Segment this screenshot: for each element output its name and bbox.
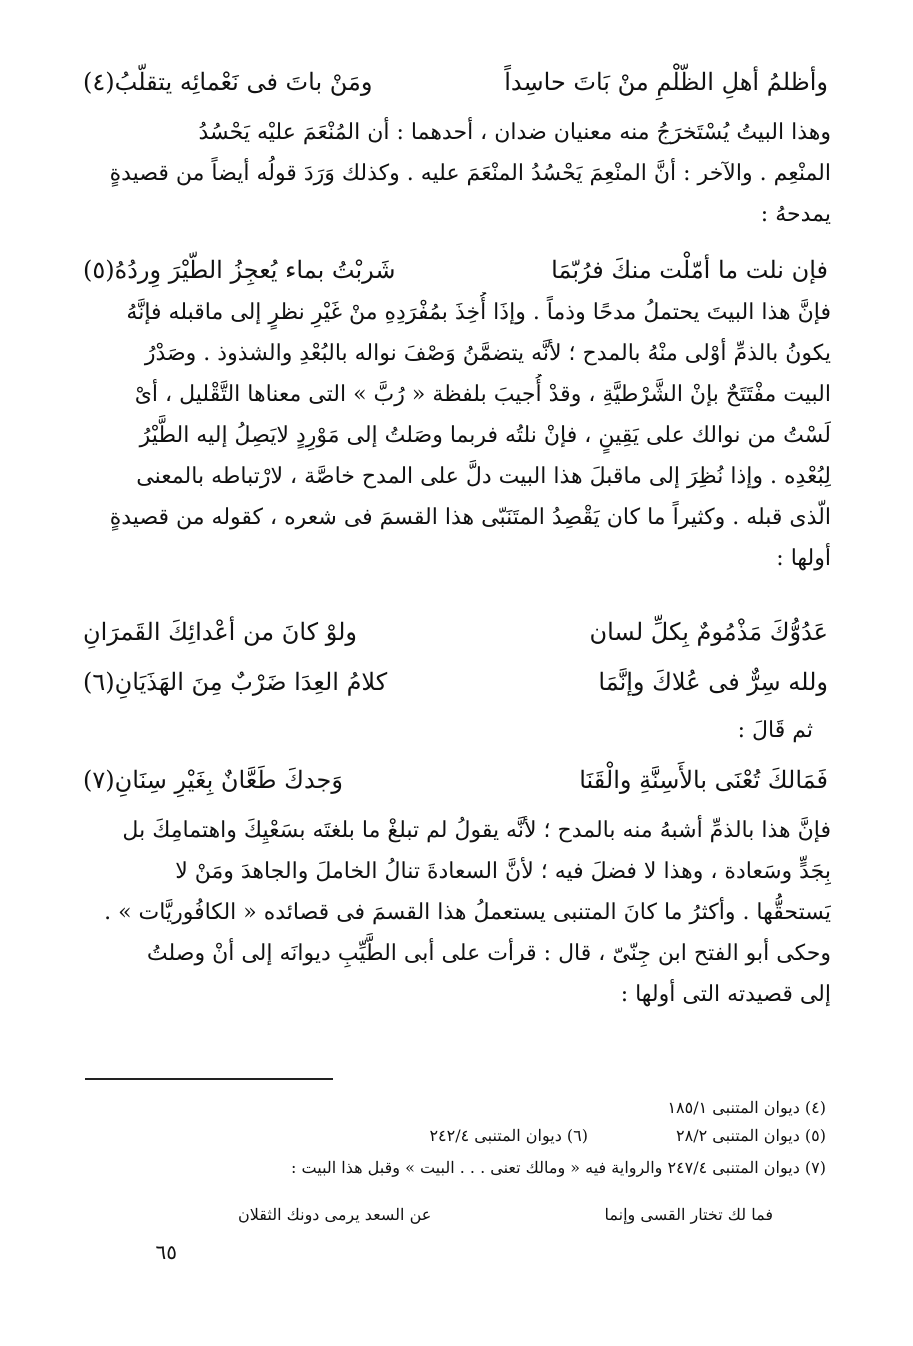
footnote-6: (٦) ديوان المتنبى ٢٤٢/٤ <box>429 1126 588 1145</box>
verse-hemistich-first: فَمَالكَ تُعْنَى بالأَسِنَّةِ والْقَنَا <box>579 766 828 794</box>
text-line: أولها : <box>776 546 831 571</box>
paragraph-2 <box>79 292 831 579</box>
text-line: يَستحقُّها . وأكثرُ ما كانَ المتنبى يستعملُ هذا القسمَ فى قصائده « الكافُوريَّات » . <box>104 900 831 925</box>
paragraph-1 <box>79 112 831 235</box>
footnote-4: (٤) ديوان المتنبى ١٨٥/١ <box>667 1098 826 1117</box>
page-number: ٦٥ <box>155 1240 177 1264</box>
text-line: لِبُعْدِه . وإذا نُظِرَ إلى ماقبلَ هذا البيت دلَّ على المدح خاصَّة ، لارْتباطه بالمعنى <box>136 464 831 489</box>
verse-hemistich-first: فما لك تختار القسى وإنما <box>604 1205 773 1224</box>
text-line: فإنَّ هذا البيتَ يحتملُ مدحًا وذماً . وإذَا أُخِذَ بمُفْرَدِهِ منْ غَيْرِ نظرٍ إلى ماقبله فإنَّهُ <box>126 300 831 325</box>
text-line: الّذى قبله . وكثيراً ما كان يَقْصِدُ المتَنَبّى هذا القسمَ فى شعره ، كقوله من قصيدةٍ <box>109 505 831 530</box>
verse-line-1 <box>83 62 828 102</box>
text-line: يمدحهُ : <box>760 202 831 227</box>
text-line: يكونُ بالذمِّ أوْلى منْهُ بالمدح ؛ لأنَّه يتضمَّنُ وَصْفَ نواله بالبُعْدِ والشذوذ . وصَدْرُ <box>144 341 831 366</box>
verse-hemistich-first: فإن نلت ما أمّلْت منكَ فرُبّمَا <box>551 256 828 284</box>
text-line: إلى قصيدته التى أولها : <box>620 982 831 1007</box>
footnote-verse <box>238 1205 773 1235</box>
text-line: وهذا البيتُ يُسْتَخرَجُ منه معنيان ضدان ، أحدهما : أن المُنْعَمَ عليْه يَحْسُدُ <box>198 120 831 145</box>
verse-hemistich-first: ولله سِرٌّ فى عُلاكَ وإنَّمَا <box>598 668 828 696</box>
verse-hemistich-first: وأظلمُ أهلِ الظّلْمِ منْ بَاتَ حاسِداً <box>504 68 828 96</box>
verse-hemistich-first: عَدُوُّكَ مَذْمُومٌ بِكلِّ لسان <box>589 618 828 646</box>
footnote-5: (٥) ديوان المتنبى ٢٨/٢ <box>676 1126 826 1145</box>
text-line: فإنَّ هذا بالذمِّ أشبهُ منه بالمدح ؛ لأنَّه يقولُ لم تبلغْ ما بلغتَه بسَعْيِكَ واهتمامِكَ بل <box>122 818 831 843</box>
paragraph-3 <box>79 810 831 1015</box>
paragraph-thumma <box>513 710 813 751</box>
verse-hemistich-second: ومَنْ باتَ فى نَعْمائِه يتقلّبُ(٤) <box>83 68 373 96</box>
verse-hemistich-second: وَجدكَ طَعَّانٌ بِغَيْرِ سِنَانِ(٧) <box>83 766 343 794</box>
text-line: البيت مفْتَتَحٌ بإنْ الشَّرْطيَّةِ ، وقدْ أُجيبَ بلفظة « رُبَّ » التى معناها التَّقْليل ، أىْ <box>134 382 831 407</box>
text-line: بِجَدٍّ وسَعادة ، وهذا لا فضلَ فيه ؛ لأنَّ السعادةَ تنالُ الخاملَ والجاهدَ ومَنْ لا <box>175 859 831 884</box>
verse-hemistich-second: ولوْ كانَ من أعْدائِكَ القَمرَانِ <box>83 618 357 646</box>
verse-hemistich-second: كلامُ العِدَا ضَرْبٌ مِنَ الهَذَيَانِ(٦) <box>83 668 388 696</box>
text-line: لَسْتُ من نوالك على يَقِينٍ ، فإنْ نلتُه فربما وصَلتُ إلى مَوْرِدٍ لايَصِلُ إليه الطَّيْرُ <box>139 423 831 448</box>
verse-line-2 <box>83 250 828 290</box>
verse-line-3 <box>83 612 828 652</box>
verse-hemistich-second: عن السعد يرمى دونك الثقلان <box>238 1205 432 1224</box>
verse-line-5 <box>83 760 828 800</box>
text-line: المنْعِم . والآخر : أنَّ المنْعِمَ يَحْسُدُ المنْعَمَ عليه . وكذلك وَرَدَ قولُه أيضاً من قصيدةٍ <box>109 161 831 186</box>
text-line: ثم قَالَ : <box>737 718 813 743</box>
verse-hemistich-second: شَربْتُ بماء يُعجِزُ الطّيْرَ وِردُهُ(٥) <box>83 256 396 284</box>
verse-line-4 <box>83 662 828 702</box>
text-line: وحكى أبو الفتح ابن جِنّىّ ، قال : قرأت على أبى الطَّيِّبِ ديوانَه إلى أنْ وصلتُ <box>146 941 831 966</box>
footnote-7: (٧) ديوان المتنبى ٢٤٧/٤ والرواية فيه « ومالك تعنى . . . البيت » وقبل هذا البيت : <box>291 1158 826 1177</box>
footnote-divider <box>85 1078 333 1080</box>
